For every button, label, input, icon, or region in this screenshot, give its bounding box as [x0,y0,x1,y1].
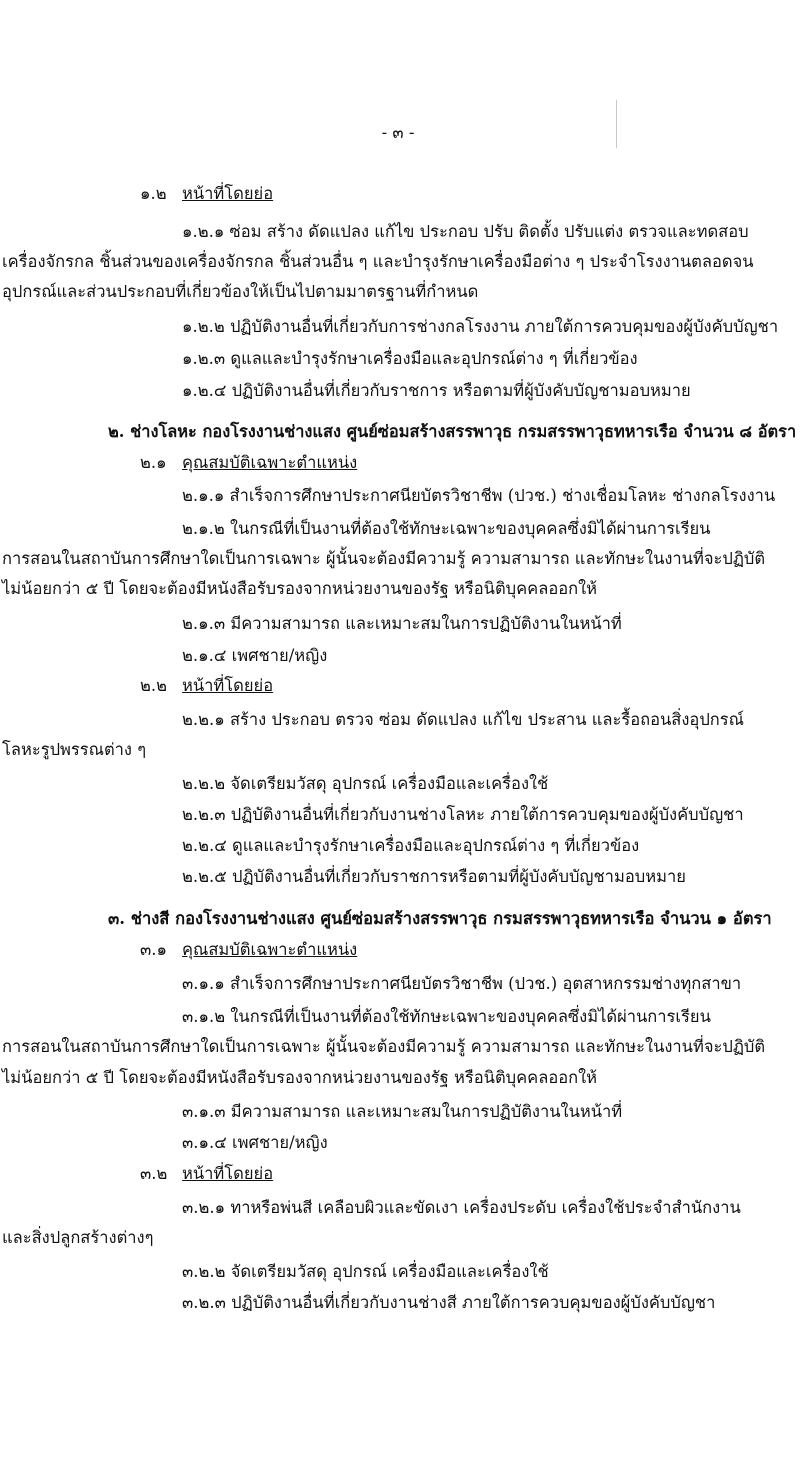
section-heading: คุณสมบัติเฉพาะตำแหน่ง [182,940,358,959]
paragraph-line: ไม่น้อยกว่า ๕ ปี โดยจะต้องมีหนังสือรับรองจากหน่วยงานของรัฐ หรือนิติบุคคลออกให้ [2,1068,598,1087]
section-heading: หน้าที่โดยย่อ [182,184,274,203]
paragraph-line: ๑.๒.๑ ซ่อม สร้าง ดัดแปลง แก้ไข ประกอบ ปรับ ติดตั้ง ปรับแต่ง ตรวจและทดสอบ [182,222,749,241]
paragraph-line: ๒.๒.๑ สร้าง ประกอบ ตรวจ ซ่อม ดัดแปลง แก้ไข ประสาน และรื้อถอนสิ่งอุปกรณ์ [182,710,744,729]
paragraph-line: ๒.๒.๒ จัดเตรียมวัสดุ อุปกรณ์ เครื่องมือและเครื่องใช้ [182,774,549,793]
paragraph-line: ๓.๑.๑ สำเร็จการศึกษาประกาศนียบัตรวิชาชีพ (ปวช.) อุตสาหกรรมช่างทุกสาขา [182,974,742,993]
paragraph-line: ๒.๒.๓ ปฏิบัติงานอื่นที่เกี่ยวกับงานช่างโลหะ ภายใต้การควบคุมของผู้บังคับบัญชา [182,805,744,824]
paragraph-line: การสอนในสถาบันการศึกษาใดเป็นการเฉพาะ ผู้นั้นจะต้องมีความรู้ ความสามารถ และทักษะในงานที่จะปฏิบัติ [2,549,766,568]
paragraph-line: ๓.๒.๒ จัดเตรียมวัสดุ อุปกรณ์ เครื่องมือและเครื่องใช้ [182,1262,549,1281]
paragraph-line: ๒.๑.๔ เพศชาย/หญิง [182,646,328,665]
section-number: ๓.๒ [140,1164,168,1183]
section-heading: คุณสมบัติเฉพาะตำแหน่ง [182,453,358,472]
paragraph-line: ๒.๑.๓ มีความสามารถ และเหมาะสมในการปฏิบัติงานในหน้าที่ [182,614,622,633]
paragraph-line: ๓.๒.๑ ทาหรือพ่นสี เคลือบผิวและขัดเงา เครื่องประดับ เครื่องใช้ประจำสำนักงาน [182,1198,741,1217]
section-number: ๓.๑ [140,940,167,959]
paragraph-line: ๑.๒.๔ ปฏิบัติงานอื่นที่เกี่ยวกับราชการ หรือตามที่ผู้บังคับบัญชามอบหมาย [182,381,691,400]
paragraph-line: ๒.๒.๕ ปฏิบัติงานอื่นที่เกี่ยวกับราชการหรือตามที่ผู้บังคับบัญชามอบหมาย [182,867,686,886]
section-number: ๑.๒ [140,184,167,203]
paragraph-line: ๑.๒.๓ ดูแลและบำรุงรักษาเครื่องมือและอุปกรณ์ต่าง ๆ ที่เกี่ยวข้อง [182,349,638,368]
paragraph-line: ไม่น้อยกว่า ๕ ปี โดยจะต้องมีหนังสือรับรองจากหน่วยงานของรัฐ หรือนิติบุคคลออกให้ [2,579,598,598]
paragraph-line: การสอนในสถาบันการศึกษาใดเป็นการเฉพาะ ผู้นั้นจะต้องมีความรู้ ความสามารถ และทักษะในงานที่จะปฏิบัติ [2,1037,766,1056]
paragraph-line: ๒.๑.๒ ในกรณีที่เป็นงานที่ต้องใช้ทักษะเฉพาะของบุคคลซึ่งมิได้ผ่านการเรียน [182,519,711,538]
paragraph-line: ๒.๑.๑ สำเร็จการศึกษาประกาศนียบัตรวิชาชีพ (ปวช.) ช่างเชื่อมโลหะ ช่างกลโรงงาน [182,486,776,505]
paragraph-line: เครื่องจักรกล ชิ้นส่วนของเครื่องจักรกล ชิ้นส่วนอื่น ๆ และบำรุงรักษาเครื่องมือต่าง ๆ ประจำโรงงานตลอดจน [2,252,754,271]
position-heading: ๓. ช่างสี กองโรงงานช่างแสง ศูนย์ซ่อมสร้างสรรพาวุธ กรมสรรพาวุธทหารเรือ จำนวน ๑ อัตรา [108,909,772,928]
section-heading: หน้าที่โดยย่อ [182,676,274,695]
paragraph-line: ๓.๒.๓ ปฏิบัติงานอื่นที่เกี่ยวกับงานช่างสี ภายใต้การควบคุมของผู้บังคับบัญชา [182,1293,716,1312]
position-heading: ๒. ช่างโลหะ กองโรงงานช่างแสง ศูนย์ซ่อมสร้างสรรพาวุธ กรมสรรพาวุธทหารเรือ จำนวน ๘ อัตรา [108,422,797,441]
page-number: - ๓ - [381,123,415,142]
paragraph-line: โลหะรูปพรรณต่าง ๆ [2,740,147,759]
paragraph-line: ๑.๒.๒ ปฏิบัติงานอื่นที่เกี่ยวกับการช่างกลโรงงาน ภายใต้การควบคุมของผู้บังคับบัญชา [182,317,779,336]
section-number: ๒.๑ [140,453,167,472]
paragraph-line: ๒.๒.๔ ดูแลและบำรุงรักษาเครื่องมือและอุปกรณ์ต่าง ๆ ที่เกี่ยวข้อง [182,836,640,855]
paragraph-line: ๓.๑.๒ ในกรณีที่เป็นงานที่ต้องใช้ทักษะเฉพาะของบุคคลซึ่งมิได้ผ่านการเรียน [182,1007,711,1026]
section-number: ๒.๒ [140,676,167,695]
paragraph-line: ๓.๑.๔ เพศชาย/หญิง [182,1133,328,1152]
section-heading: หน้าที่โดยย่อ [182,1164,274,1183]
paragraph-line: ๓.๑.๓ มีความสามารถ และเหมาะสมในการปฏิบัติงานในหน้าที่ [182,1102,623,1121]
paragraph-line: และสิ่งปลูกสร้างต่างๆ [2,1228,154,1247]
paragraph-line: อุปกรณ์และส่วนประกอบที่เกี่ยวข้องให้เป็นไปตามมาตรฐานที่กำหนด [2,282,479,301]
